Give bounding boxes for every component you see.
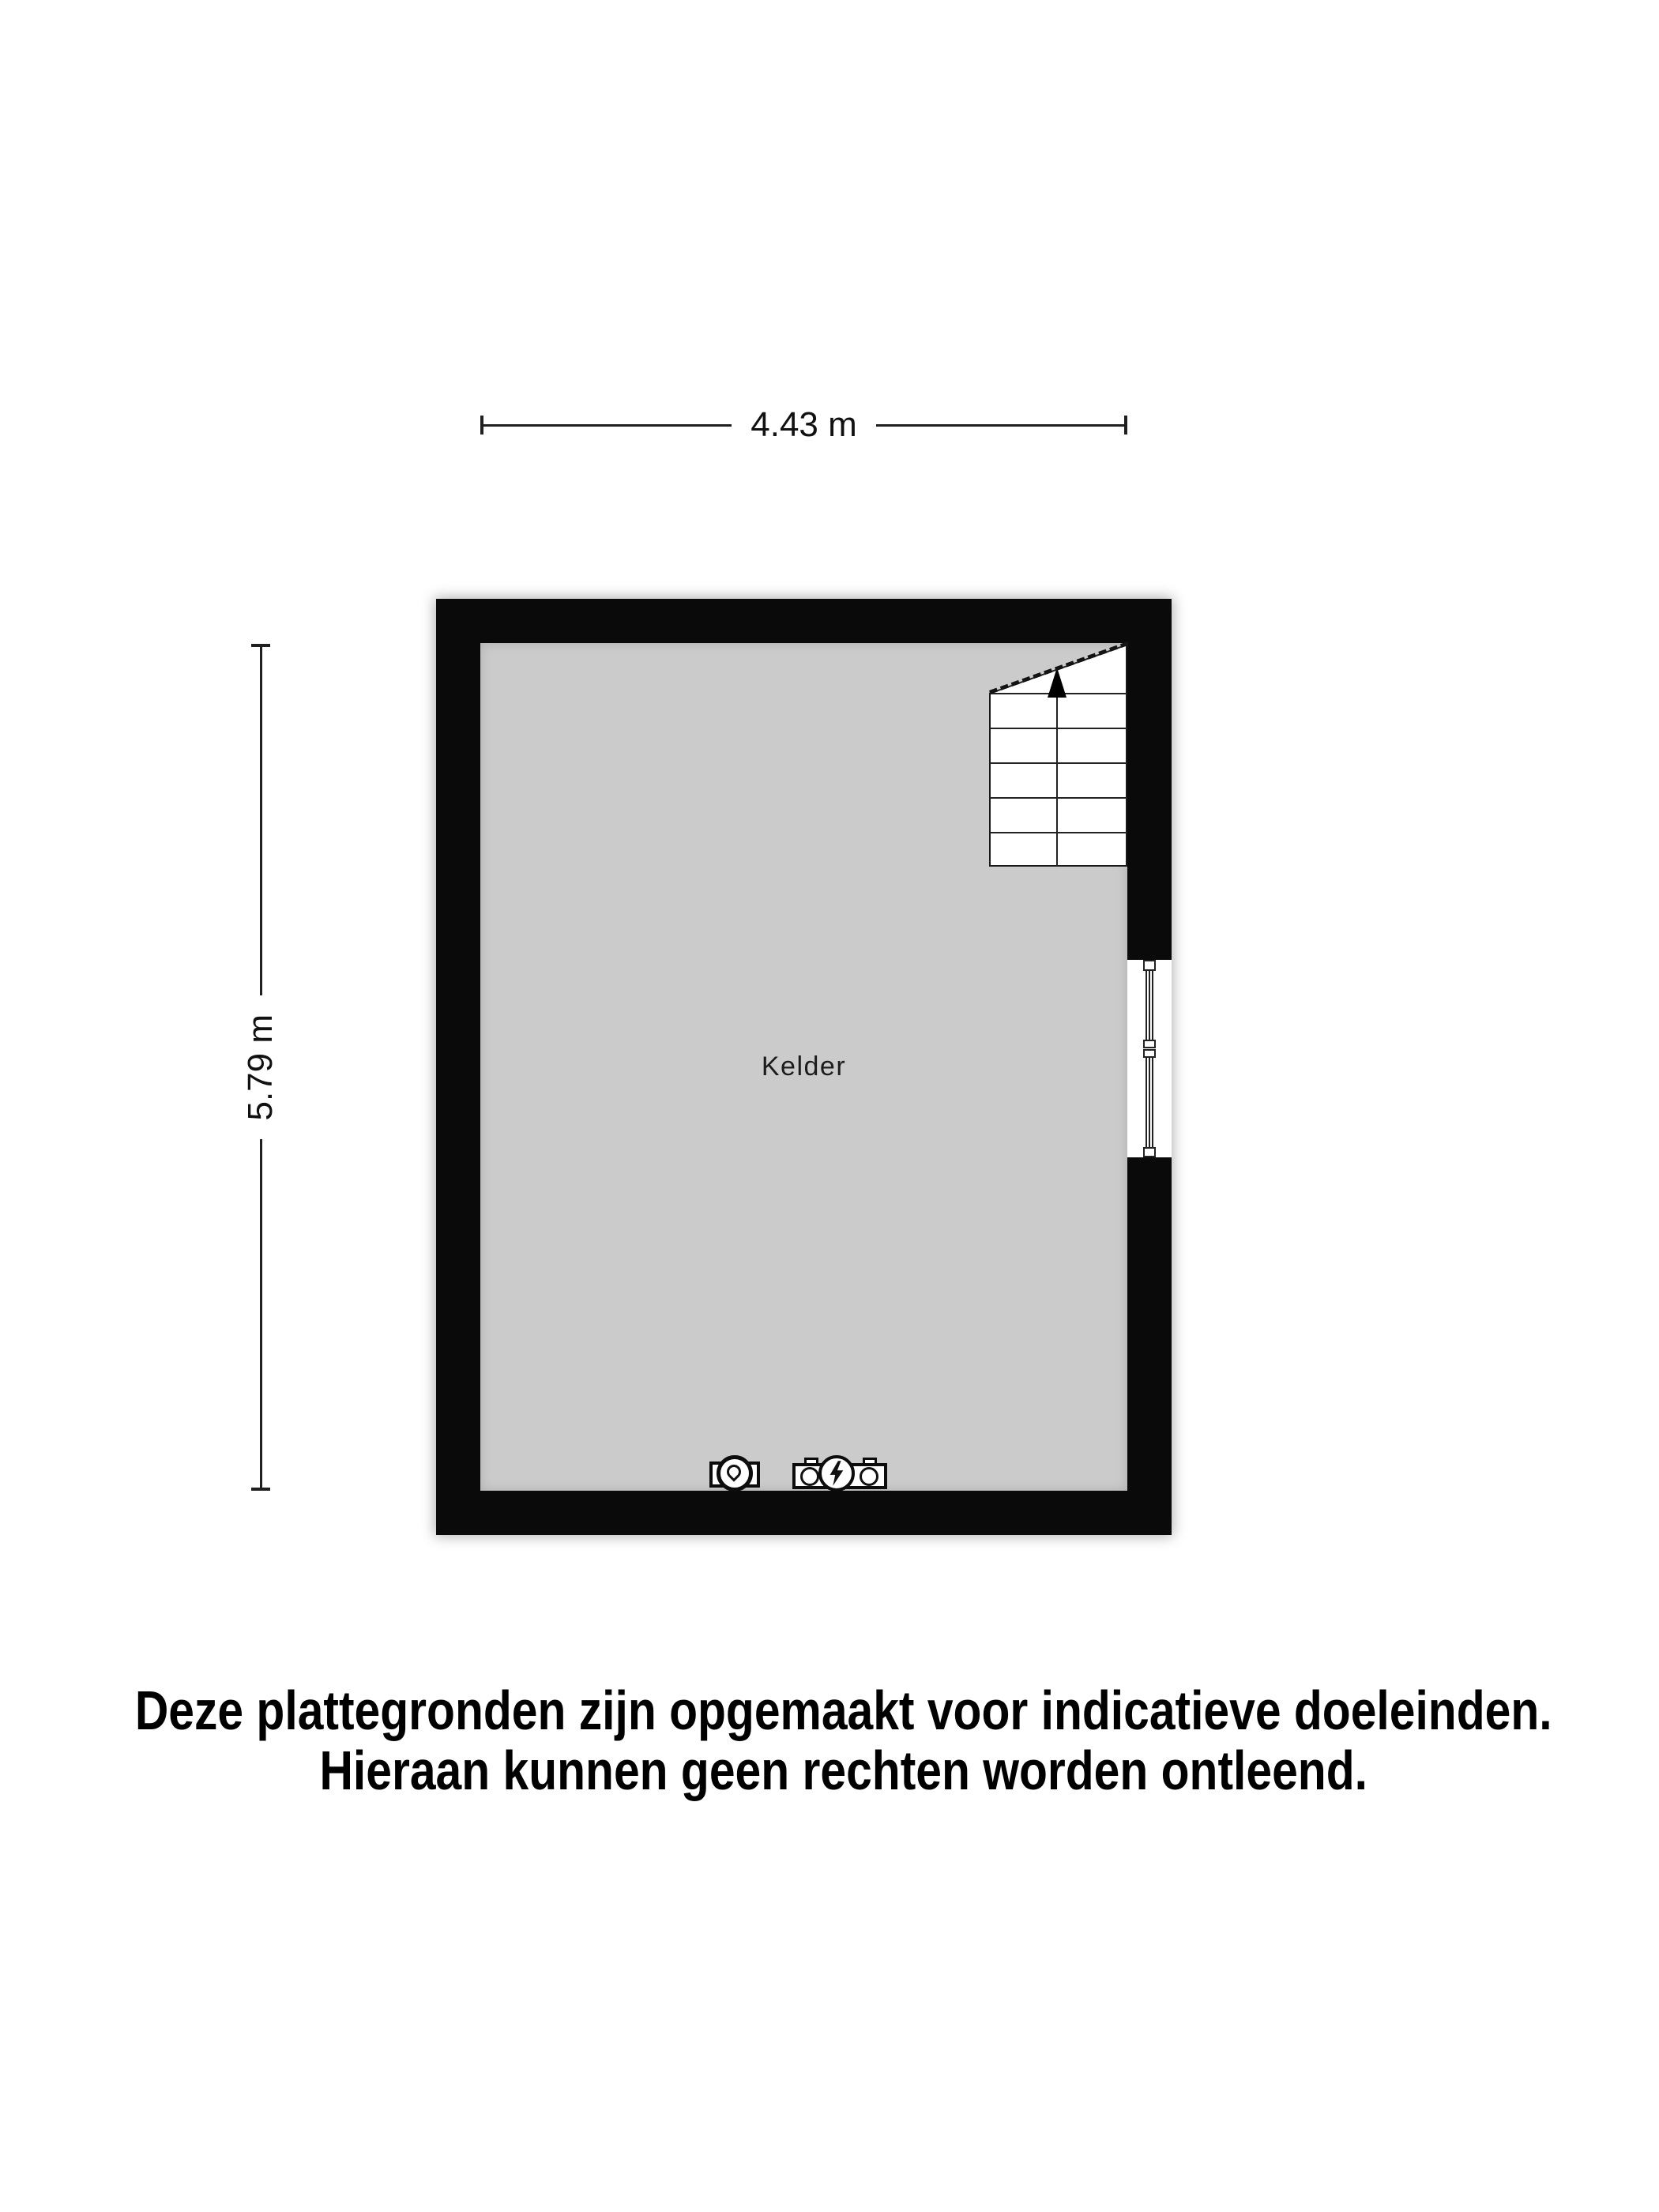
stair-tread-line [989,762,1127,764]
window-frame-block [1143,1040,1156,1048]
width-dimension-label: 4.43 m [750,405,857,444]
dimension-line-segment [260,1139,262,1488]
electrical-panel-icon [792,1463,887,1489]
stair-tread-line [989,832,1127,833]
dimension-tick-bottom [251,1488,270,1491]
room-label: Kelder [761,1051,847,1082]
dimension-line-width [480,405,1127,444]
window-frame-block [1143,1147,1156,1157]
room-kelder [480,643,1127,1491]
panel-dial [860,1467,878,1486]
stair-center-line [1056,694,1058,867]
window-pane [1146,971,1153,1040]
dimension-line-segment [876,424,1124,427]
disclaimer-line-1: Deze plattegronden zijn opgemaakt voor indicatieve doeleinden. [134,1680,1552,1741]
dimension-line-height [241,644,280,1491]
window-frame-block [1143,960,1156,971]
boiler-icon [709,1462,760,1488]
stair-tread-line [989,797,1127,799]
floorplan-kelder [436,599,1172,1535]
window-frame-block [1143,1049,1156,1058]
dimension-tick-right [1124,416,1127,434]
disclaimer [0,1681,1659,1800]
dimension-line-segment [260,647,262,995]
disclaimer-line-2: Hieraan kunnen geen rechten worden ontleend. [319,1739,1367,1801]
window [1127,960,1172,1157]
lightning-bolt-icon [827,1461,846,1486]
dimension-line-segment [483,424,732,427]
height-dimension-label: 5.79 m [241,1014,280,1121]
stair-tread-line [989,728,1127,729]
lightning-circle [818,1455,855,1492]
staircase [989,644,1127,867]
window-pane [1146,1058,1153,1147]
window-glyph [1143,960,1156,1157]
panel-dial [800,1467,819,1486]
